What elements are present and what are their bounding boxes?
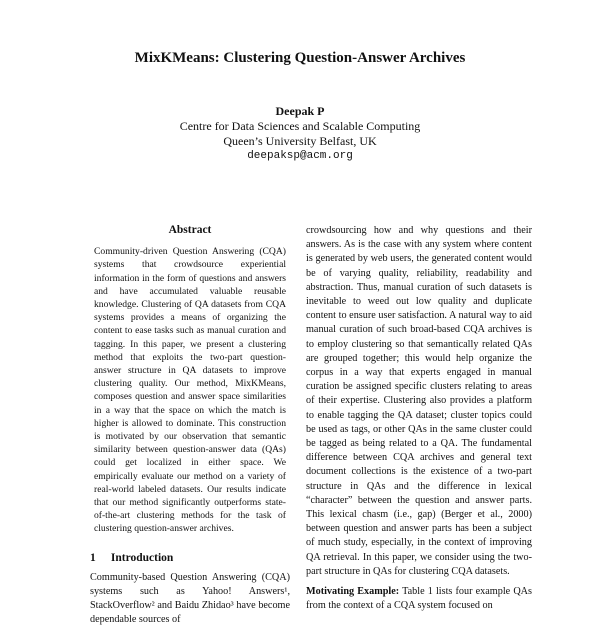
introduction-text: Community-based Question Answering (CQA) systems such as Yahoo! Answers¹, StackOverflow² and Baidu Zhidao³ have become dependable sources of xyxy=(90,571,290,625)
right-column xyxy=(306,224,532,619)
motivating-example-text: Table 1 lists four example QAs from the context of a CQA system focused on xyxy=(306,586,532,612)
author-email: deepaksp@acm.org xyxy=(247,150,353,162)
paper-title: MixKMeans: Clustering Question-Answer Archives xyxy=(134,50,466,66)
motivating-example-label: Motivating Example: xyxy=(306,586,400,598)
motivating-example-paragraph xyxy=(306,585,532,613)
left-column xyxy=(90,224,290,627)
body-paragraph: crowdsourcing how and why questions and their answers. As is the case with any system where content is generated by web users, the generated content would be of varying quality, reliability, readability and abstraction. Thus, manual curation of such datasets is inevitable to weed out low quality and duplicate content to ensure user satisfaction. A natural way to aid manual curation of such broad-based CQA archives is to employ clustering so that semantically related QAs are grouped together; this would help organize the corpus in a way that experts engaged in manual curation be assigned specific clusters relating to areas of their expertise. Clustering also provides a platform to enable tagging the QA dataset; cluster topics could be used as tags, or other QAs in the same cluster could be tagged as being related to a QA. The fundamental difference between CQA archives and general text document collections is the existence of a two-part structure in QAs and the difference in lexical “character” between the question and answer parts. This lexical chasm (i.e., gap) (Berger et al., 2000) between question and answer parts has been a subject of much study, especially, in the context of improving QA retrieval. In this paper, we consider using the two-part structure in QAs for clustering CQA datasets. xyxy=(306,225,532,577)
introduction-section xyxy=(90,552,290,627)
section-number: 1 xyxy=(90,551,96,564)
abstract-text: Community-driven Question Answering (CQA) systems that crowdsource experiential information in the form of questions and answers and have accumulated valuable reusable knowledge. Clustering of QA datasets from CQA systems provides a means of organizing the content to ease tasks such as manual curation and tagging. In this paper, we present a clustering method that exploits the two-part question-answer structure in QA datasets to improve clustering quality. Our method, MixKMeans, composes question and answer space similarities in a way that the space on which the match is higher is allowed to dominate. This construction is motivated by our observation that semantic similarity between question-answer data (QAs) could get localized in either space. We empirically evaluate our method on a variety of real-world labeled datasets. Our results indicate that our method significantly outperforms state-of-the-art clustering methods for the task of clustering question-answer archives. xyxy=(94,246,286,535)
introduction-heading xyxy=(90,552,290,565)
author-affiliation-line1: Centre for Data Sciences and Scalable Computing xyxy=(179,119,421,133)
abstract-section xyxy=(90,224,290,536)
section-title: Introduction xyxy=(110,551,174,564)
author-block xyxy=(0,104,600,164)
author-affiliation-line2: Queen’s University Belfast, UK xyxy=(223,134,377,148)
author-name: Deepak P xyxy=(275,104,325,118)
abstract-heading: Abstract xyxy=(168,224,212,236)
